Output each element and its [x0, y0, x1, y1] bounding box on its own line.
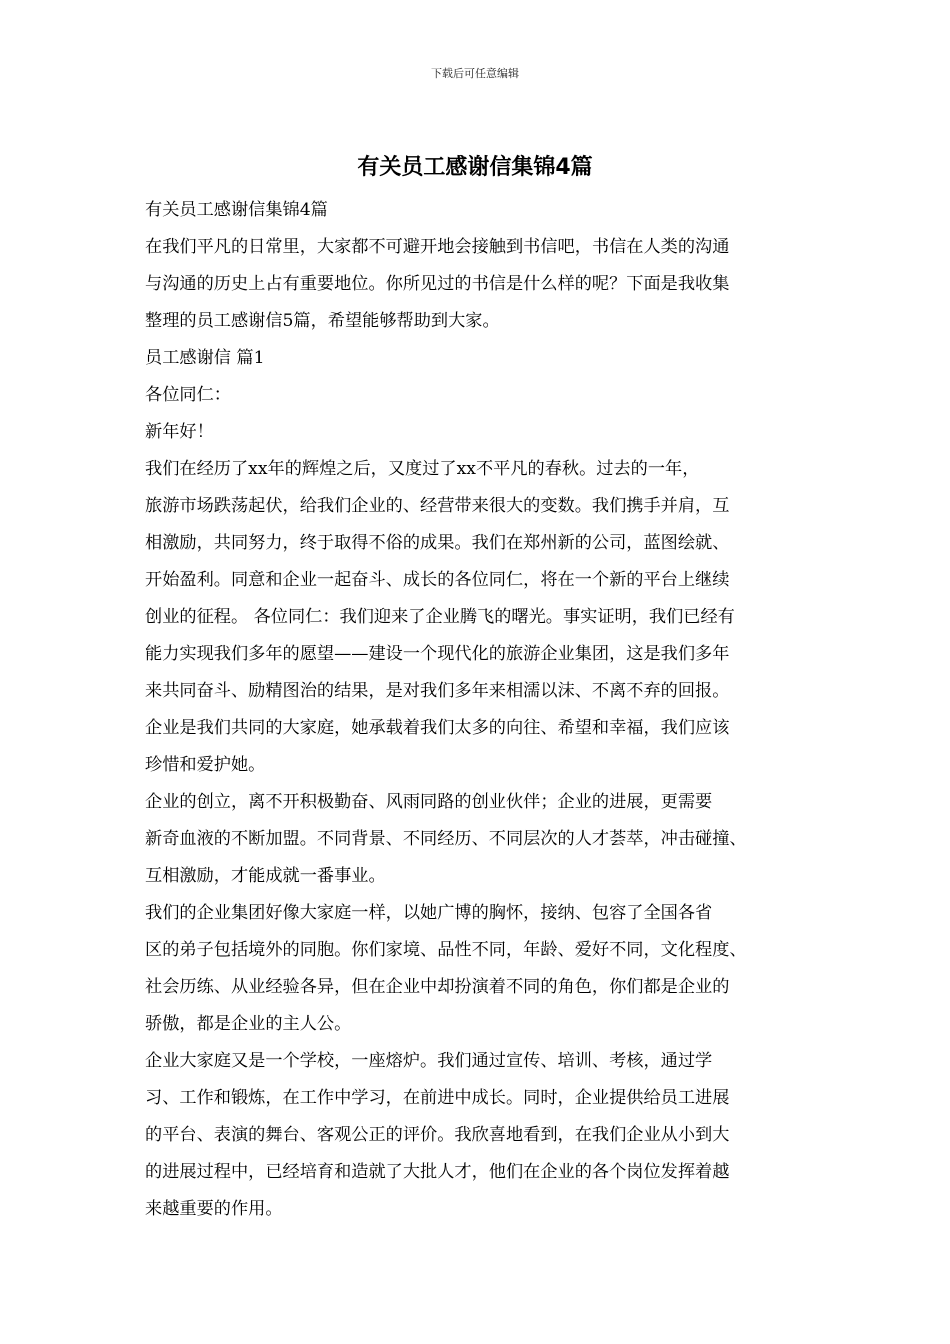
- text-line: 开始盈利。同意和企业一起奋斗、成长的各位同仁，将在一个新的平台上继续: [145, 570, 730, 590]
- text-line: 新年好！: [145, 422, 214, 442]
- section-heading: 员工感谢信 篇1: [145, 348, 265, 368]
- text-line: 区的弟子包括境外的同胞。你们家境、品性不同，年龄、爱好不同，文化程度、: [145, 940, 747, 960]
- text-line: 在我们平凡的日常里，大家都不可避开地会接触到书信吧，书信在人类的沟通: [145, 237, 730, 257]
- document-title: 有关员工感谢信集锦4篇: [357, 155, 593, 180]
- text-line: 整理的员工感谢信5篇，希望能够帮助到大家。: [145, 311, 500, 331]
- text-line: 企业大家庭又是一个学校，一座熔炉。我们通过宣传、培训、考核，通过学: [145, 1051, 713, 1071]
- text-line: 企业是我们共同的大家庭，她承载着我们太多的向往、希望和幸福，我们应该: [145, 718, 730, 738]
- text-line: 创业的征程。 各位同仁：我们迎来了企业腾飞的曙光。事实证明，我们已经有: [145, 607, 735, 627]
- text-line: 的平台、表演的舞台、客观公正的评价。我欣喜地看到，在我们企业从小到大: [145, 1125, 730, 1145]
- text-line: 我们在经历了xx年的辉煌之后，又度过了xx不平凡的春秋。过去的一年，: [145, 459, 700, 479]
- header-note: 下载后可任意编辑: [431, 67, 519, 80]
- text-line: 珍惜和爱护她。: [145, 755, 266, 775]
- text-line: 习、工作和锻炼，在工作中学习，在前进中成长。同时，企业提供给员工进展: [145, 1088, 730, 1108]
- text-line: 相激励，共同努力，终于取得不俗的成果。我们在郑州新的公司，蓝图绘就、: [145, 533, 730, 553]
- text-line: 旅游市场跌荡起伏，给我们企业的、经营带来很大的变数。我们携手并肩，互: [145, 496, 730, 516]
- text-line: 新奇血液的不断加盟。不同背景、不同经历、不同层次的人才荟萃，冲击碰撞、: [145, 829, 747, 849]
- text-line: 来越重要的作用。: [145, 1199, 283, 1219]
- text-line: 有关员工感谢信集锦4篇: [145, 200, 328, 220]
- text-line: 各位同仁：: [145, 385, 231, 405]
- text-line: 骄傲，都是企业的主人公。: [145, 1014, 352, 1034]
- text-line: 来共同奋斗、励精图治的结果，是对我们多年来相濡以沫、不离不弃的回报。: [145, 681, 730, 701]
- text-line: 企业的创立，离不开积极勤奋、风雨同路的创业伙伴；企业的进展，更需要: [145, 792, 713, 812]
- text-line: 我们的企业集团好像大家庭一样，以她广博的胸怀，接纳、包容了全国各省: [145, 903, 713, 923]
- text-line: 的进展过程中，已经培育和造就了大批人才，他们在企业的各个岗位发挥着越: [145, 1162, 730, 1182]
- text-line: 社会历练、从业经验各异，但在企业中却扮演着不同的角色，你们都是企业的: [145, 977, 730, 997]
- text-line: 能力实现我们多年的愿望——建设一个现代化的旅游企业集团，这是我们多年: [145, 644, 730, 664]
- text-line: 与沟通的历史上占有重要地位。你所见过的书信是什么样的呢？下面是我收集: [145, 274, 730, 294]
- text-line: 互相激励，才能成就一番事业。: [145, 866, 386, 886]
